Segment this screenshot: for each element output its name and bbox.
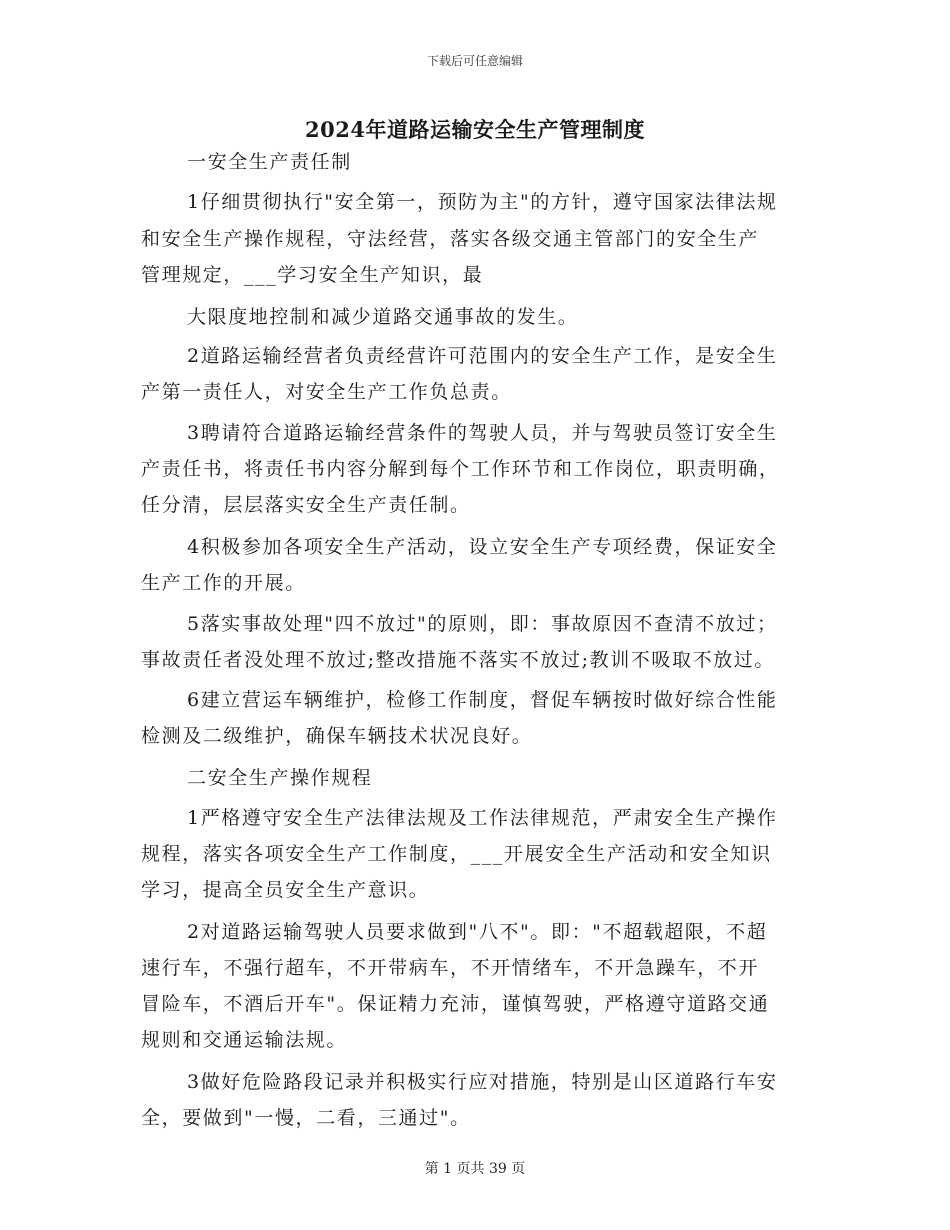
paragraph-line: 规则和交通运输法规。: [141, 1029, 348, 1051]
document-title: 2024年道路运输安全生产管理制度: [305, 117, 645, 142]
paragraph-line: 冒险车，不酒后开车"。保证精力充沛，谨慎驾驶，严格遵守道路交通: [141, 993, 770, 1015]
paragraph-line: 和安全生产操作规程，守法经营，落实各级交通主管部门的安全生产: [141, 228, 760, 250]
paragraph-line: 全，要做到"一慢，二看，三通过"。: [141, 1107, 471, 1129]
paragraph-line: 产责任书，将责任书内容分解到每个工作环节和工作岗位，职责明确，: [141, 458, 780, 480]
paragraph-line: 生产工作的开展。: [141, 572, 306, 594]
paragraph-line: 6建立营运车辆维护，检修工作制度，督促车辆按时做好综合性能: [187, 689, 778, 711]
paragraph-line: 速行车，不强行超车，不开带病车，不开情绪车，不开急躁车，不开: [141, 957, 760, 979]
paragraph-line: 产第一责任人，对安全生产工作负总责。: [141, 381, 512, 403]
paragraph-line: 规程，落实各项安全生产工作制度，___开展安全生产活动和安全知识: [141, 843, 772, 865]
paragraph-line: 2道路运输经营者负责经营许可范围内的安全生产工作，是安全生: [187, 345, 778, 367]
paragraph-line: 4积极参加各项安全生产活动，设立安全生产专项经费，保证安全: [187, 536, 778, 558]
paragraph-line: 1严格遵守安全生产法律法规及工作法律规范，严肃安全生产操作: [187, 807, 778, 829]
paragraph-line: 检测及二级维护，确保车辆技术状况良好。: [141, 725, 533, 747]
paragraph-line: 3做好危险路段记录并积极实行应对措施，特别是山区道路行车安: [187, 1071, 778, 1093]
paragraph-line: 学习，提高全员安全生产意识。: [141, 879, 430, 901]
paragraph-line: 1仔细贯彻执行"安全第一，预防为主"的方针，遵守国家法律法规: [187, 191, 778, 213]
paragraph-line: 3聘请符合道路运输经营条件的驾驶人员，并与驾驶员签订安全生: [187, 422, 778, 444]
paragraph-line: 管理规定，___学习安全生产知识，最: [141, 264, 484, 286]
page-footer: 第 1 页共 39 页: [424, 1161, 526, 1177]
paragraph-line: 事故责任者没处理不放过;整改措施不落实不放过;教训不吸取不放过。: [141, 649, 776, 671]
paragraph-line: 5落实事故处理"四不放过"的原则，即：事故原因不查清不放过；: [187, 613, 778, 635]
paragraph-line: 二安全生产操作规程: [187, 767, 373, 789]
paragraph-line: 一安全生产责任制: [187, 151, 352, 173]
paragraph-line: 任分清，层层落实安全生产责任制。: [141, 494, 471, 516]
paragraph-line: 2对道路运输驾驶人员要求做到"八不"。即："不超载超限，不超: [187, 921, 768, 943]
paragraph-line: 大限度地控制和减少道路交通事故的发生。: [187, 306, 579, 328]
header-note: 下载后可任意编辑: [426, 54, 523, 68]
